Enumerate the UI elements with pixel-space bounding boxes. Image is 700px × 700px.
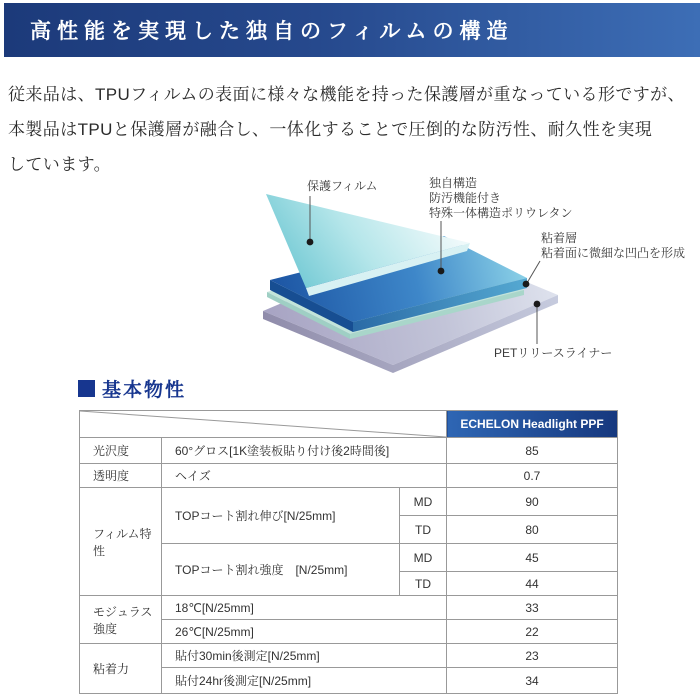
table-row — [80, 411, 618, 438]
film-layers-illustration — [200, 170, 690, 375]
product-header-cell: ECHELON Headlight PPF — [447, 411, 618, 438]
direction-cell: MD — [400, 544, 447, 572]
table-row — [80, 644, 618, 668]
value-cell: 44 — [447, 572, 618, 596]
basic-properties-table — [79, 410, 618, 694]
intro-paragraph — [8, 77, 698, 182]
condition-cell: TOPコート割れ強度 [N/25mm] — [162, 544, 400, 596]
condition-cell: 貼付24hr後測定[N/25mm] — [162, 668, 447, 694]
value-cell: 34 — [447, 668, 618, 694]
label-structure-line1: 独自構造 — [429, 176, 478, 190]
label-adhesive-line2: 粘着面に微細な凹凸を形成 — [541, 246, 686, 260]
condition-cell: 18℃[N/25mm] — [162, 596, 447, 620]
section-heading — [78, 375, 186, 402]
property-cell: 透明度 — [80, 464, 162, 488]
direction-cell: TD — [400, 516, 447, 544]
property-cell: フィルム特性 — [80, 488, 162, 596]
condition-cell: TOPコート割れ伸び[N/25mm] — [162, 488, 400, 544]
label-structure-line3: 特殊一体構造ポリウレタン — [429, 206, 573, 220]
film-structure-diagram — [200, 170, 690, 375]
value-cell: 23 — [447, 644, 618, 668]
value-cell: 22 — [447, 620, 618, 644]
condition-cell: 26℃[N/25mm] — [162, 620, 447, 644]
table-row — [80, 596, 618, 620]
property-cell: モジュラス強度 — [80, 596, 162, 644]
table-row — [80, 438, 618, 464]
value-cell: 90 — [447, 488, 618, 516]
property-cell: 光沢度 — [80, 438, 162, 464]
label-structure-line2: 防汚機能付き — [429, 191, 502, 205]
intro-line-3: しています。 — [8, 155, 112, 174]
table-row — [80, 488, 618, 516]
condition-cell: ヘイズ — [162, 464, 447, 488]
banner-title: 高性能を実現した独自のフィルムの構造 — [30, 18, 514, 43]
condition-cell: 60°グロス[1K塗装板貼り付け後2時間後] — [162, 438, 447, 464]
intro-line-1: 従来品は、TPUフィルムの表面に様々な機能を持った保護層が重なっている形ですが、 — [8, 85, 685, 104]
value-cell: 0.7 — [447, 464, 618, 488]
value-cell: 45 — [447, 544, 618, 572]
direction-cell: TD — [400, 572, 447, 596]
section-square-icon — [78, 380, 95, 397]
title-banner — [4, 3, 700, 57]
value-cell: 33 — [447, 596, 618, 620]
table-row — [80, 464, 618, 488]
section-title: 基本物性 — [102, 380, 187, 401]
label-protective-film: 保護フィルム — [307, 179, 378, 193]
value-cell: 85 — [447, 438, 618, 464]
direction-cell: MD — [400, 488, 447, 516]
property-cell: 粘着力 — [80, 644, 162, 694]
value-cell: 80 — [447, 516, 618, 544]
diagonal-line — [80, 411, 446, 437]
diagonal-header-cell — [80, 411, 447, 438]
label-release-liner: PETリリースライナー — [494, 346, 613, 360]
label-adhesive-line1: 粘着層 — [541, 231, 578, 245]
intro-line-2: 本製品はTPUと保護層が融合し、一体化することで圧倒的な防汚性、耐久性を実現 — [8, 120, 653, 139]
condition-cell: 貼付30min後測定[N/25mm] — [162, 644, 447, 668]
